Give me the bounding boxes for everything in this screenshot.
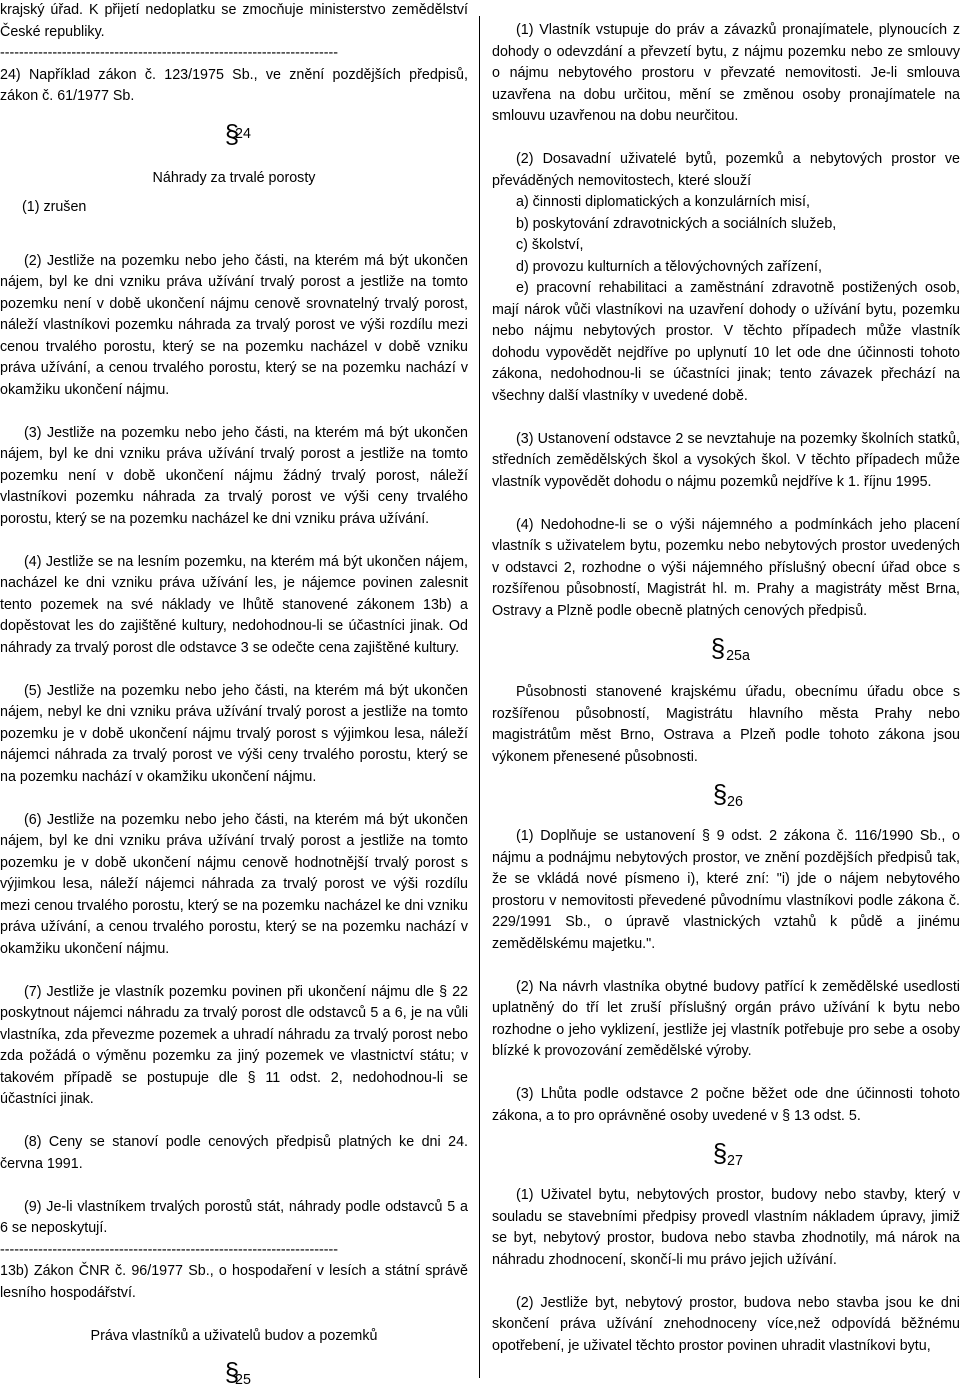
section-number: 25a bbox=[726, 648, 750, 664]
section-25-paragraph-1: (1) Vlastník vstupuje do práv a závazků pronajímatele, plynoucích z dohody o odevzdání a převzetí bytu, z nájmu pozemku nebo ze smlouvy o nájmu nebytového prostoru v převzaté nemovitosti. Je-li smlouva uzavřena na dobu určitou, mění se změnou osoby pronajímatele na smlouvu uzavřenou na dobu neurčitou. bbox=[492, 22, 960, 124]
section-25-paragraph-2: (2) Dosavadní uživatelé bytů, pozemků a nebytových prostor ve převáděných nemovitostech, které slouží bbox=[492, 151, 960, 189]
section-25-heading bbox=[0, 1356, 468, 1392]
section-24-paragraph-3: (3) Jestliže na pozemku nebo jeho části, na kterém má být ukončen nájem, byl ke dni vzniku práva užívání trvalý porost a jestliže na tomto pozemku není v době ukončení nájmu žádný trvalý porost, náleží vlastníkovi pozemku náhrada za trvalý porost ve výši ceny trvalého porostu, který se na pozemku nacházel ke dni vzniku práva užívání. bbox=[0, 424, 468, 527]
part-title: Práva vlastníků a uživatelů budov a pozemků bbox=[90, 1328, 378, 1344]
section-27-paragraph-1: (1) Uživatel bytu, nebytových prostor, budovy nebo stavby, který v souladu se stavebními předpisy provedl vlastním nákladem úpravy, jimiž se byt, nebytový prostor, budova nebo stavba zhodnotily, má nárok na náhradu zhodnocení, skončí-li mu právo jejich užívání. bbox=[492, 1187, 960, 1268]
right-column bbox=[492, 20, 960, 1357]
section-24-paragraph-9: (9) Je-li vlastníkem trvalých porostů stát, náhrady podle odstavců 5 a 6 se neposkytují. bbox=[0, 1198, 468, 1236]
section-25a-text: Působnosti stanovené krajskému úřadu, obecnímu úřadu obce s rozšířenou působností, Magistrátu hlavního města Prahy nebo magistrátům měst Brno, Ostrava a Plzeň podle tohoto zákona jsou výkonem přenesené působnosti. bbox=[492, 684, 960, 765]
list-item-a: a) činnosti diplomatických a konzulárních misí, bbox=[516, 194, 811, 210]
section-symbol: § bbox=[224, 118, 240, 149]
footnote-24: 24) Například zákon č. 123/1975 Sb., ve znění pozdějších předpisů, zákon č. 61/1977 Sb. bbox=[0, 66, 468, 104]
section-24-paragraph-7: (7) Jestliže je vlastník pozemku povinen při ukončení nájmu dle § 22 poskytnout nájemci náhradu za trvalý porost dle odstavců 5 a 6, je na vůli vlastníka, zda převezme pozemek a uhradí náhradu za trvalý porost nebo zda požádá o výměnu pozemku za jiný pozemek ve vlastnictví státu; v takovém případě se postupuje dle § 11 odst. 2, nedohodnou-li se účastníci jinak. bbox=[0, 983, 468, 1107]
intro-text: krajský úřad. K přijetí nedoplatku se zmocňuje ministerstvo zemědělství České republiky. bbox=[0, 2, 468, 40]
footnote-separator: ----------------------------------------------------------------------- bbox=[0, 1241, 339, 1258]
list-item-c: c) školství, bbox=[516, 237, 584, 253]
footnote-separator: ----------------------------------------------------------------------- bbox=[0, 45, 339, 61]
section-symbol: § bbox=[224, 1356, 240, 1387]
section-24-title: Náhrady za trvalé porosty bbox=[152, 169, 316, 186]
section-24-paragraph-2: (2) Jestliže na pozemku nebo jeho části, na kterém má být ukončen nájem, byl ke dni vzniku práva užívání trvalý porost a jestliže na tomto pozemku není v době ukončení nájmu cenově srovnatelný trvalý porost, náleží vlastníkovi pozemku náhrada za trvalý porost ve výši rozdílu mezi cenou trvalého porostu, který se na pozemku nacházel v době vzniku práva užívání, a cenou trvalého porostu, který se na pozemku nachází v okamžiku ukončení nájmu. bbox=[0, 252, 468, 398]
section-24-paragraph-6: (6) Jestliže na pozemku nebo jeho části, na kterém má být ukončen nájem, byl ke dni vzniku práva užívání trvalý porost a jestliže na tomto pozemku je v době ukončení nájmu cenově hodnotnější trvalý porost s výjimkou lesa, náleží nájemci náhrada za trvalý porost ve výši rozdílu mezi cenou trvalého porostu, který se na pozemku nacházel ke dni vzniku práva užívání, a cenou trvalého porostu, který se na pozemku nachází v okamžiku ukončení nájmu. bbox=[0, 811, 468, 957]
section-26-heading bbox=[492, 779, 960, 814]
list-item-e: e) pracovní rehabilitaci a zaměstnání zdravotně postižených osob, mají nárok vůči vlastníkovi na uzavření dohody o užívání bytu, pozemku nebo nájmu nebytových prostor. V těchto případech může vlastník dohodu vypovědět nejdříve po uplynutí 10 let ode dne účinnosti tohoto zákona, nedohodnou-li se účastníci jinak; tento závazek přechází na všechny další vlastníky v uvedené době. bbox=[492, 280, 960, 404]
section-24-heading bbox=[0, 118, 468, 168]
footnote-13b: 13b) Zákon ČNR č. 96/1977 Sb., o hospodaření v lesích a státní správě lesního hospodářství. bbox=[0, 1263, 468, 1301]
section-25-paragraph-4: (4) Nedohodne-li se o výši nájemného a podmínkách jeho placení vlastník s uživatelem bytu, pozemku nebo nebytových prostor uvedených v odstavci 2, rozhodne o výši nájemného příslušný obecní úřad obce s rozšířenou působností, Magistrát hl. m. Prahy a magistráty měst Brna, Ostravy a Plzně podle obecně platných cenových předpisů. bbox=[492, 516, 960, 619]
section-number: 25 bbox=[235, 1371, 251, 1388]
section-number: 26 bbox=[727, 794, 743, 810]
section-26-paragraph-3: (3) Lhůta podle odstavce 2 počne běžet ode dne účinnosti tohoto zákona, a to pro oprávněné osoby uvedené v § 13 odst. 5. bbox=[492, 1086, 960, 1124]
column-divider bbox=[479, 16, 480, 1378]
section-symbol: § bbox=[712, 779, 728, 809]
section-26-paragraph-1: (1) Doplňuje se ustanovení § 9 odst. 2 zákona č. 116/1990 Sb., o nájmu a podnájmu nebytových prostor, ve znění pozdějších předpisů tak, že se vkládá nové písmeno i), které zní: "i) jde o nájem nebytového prostoru v nemovitosti převedené původnímu vlastníkovi podle zákona č. 229/1991 Sb., o úpravě vlastnických vztahů k půdě a jinému zemědělskému majetku.". bbox=[492, 828, 960, 952]
left-column bbox=[0, 0, 468, 1392]
section-26-paragraph-2: (2) Na návrh vlastníka obytné budovy patřící k zemědělské usedlosti uplatněný do tří let zruší příslušný orgán právo užívání k bytu nebo rozhodne o jeho vyklizení, jestliže jej vlastník potřebuje pro sebe a osoby blízké k provozování zemědělské výroby. bbox=[492, 978, 960, 1059]
section-24-paragraph-4: (4) Jestliže se na lesním pozemku, na kterém má být ukončen nájem, nacházel ke dni vzniku práva užívání les, je nájemce povinen zalesnit tento pozemek na své náklady ve lhůtě stanovené zákonem 13b) a dopěstovat les do zajištěné kultury, nedohodnou-li se účastníci jinak. Od náhrady za trvalý porost dle odstavce 3 se odečte cena zajištěné kultury. bbox=[0, 553, 468, 656]
section-24-paragraph-5: (5) Jestliže na pozemku nebo jeho části, na kterém má být ukončen nájem, nebyl ke dni vzniku práva užívání trvalý porost a jestliže na tomto pozemku je v době ukončení nájmu trvalý porost s výjimkou lesa, náleží nájemci náhrada za trvalý porost ve výši ceny trvalého porostu, který se na pozemku nachází v okamžiku ukončení nájmu. bbox=[0, 682, 468, 785]
section-symbol: § bbox=[712, 1138, 728, 1168]
section-27-heading bbox=[492, 1138, 960, 1173]
section-25-paragraph-3: (3) Ustanovení odstavce 2 se nevztahuje na pozemky školních statků, středních zemědělských škol a vysokých škol. V těchto případech může vlastník vypovědět dohodu o nájmu pozemků nejdříve k 1. říjnu 1995. bbox=[492, 430, 960, 490]
section-27-paragraph-2: (2) Jestliže byt, nebytový prostor, budova nebo stavba jsou ke dni skončení práva užívání znehodnoceny více,než odpovídá běžnému opotřebení, je uživatel těchto prostor povinen uhradit vlastníkovi bytu, bbox=[492, 1294, 960, 1354]
list-item-d: d) provozu kulturních a tělovýchovných zařízení, bbox=[516, 258, 822, 275]
section-25a-heading bbox=[492, 633, 960, 668]
section-24-paragraph-1: (1) zrušen bbox=[22, 199, 87, 215]
section-number: 24 bbox=[235, 125, 251, 142]
section-number: 27 bbox=[727, 1153, 743, 1169]
section-24-paragraph-8: (8) Ceny se stanoví podle cenových předpisů platných ke dni 24. června 1991. bbox=[0, 1134, 468, 1172]
list-item-b: b) poskytování zdravotnických a sociálních služeb, bbox=[516, 215, 837, 232]
section-symbol: § bbox=[710, 633, 726, 663]
